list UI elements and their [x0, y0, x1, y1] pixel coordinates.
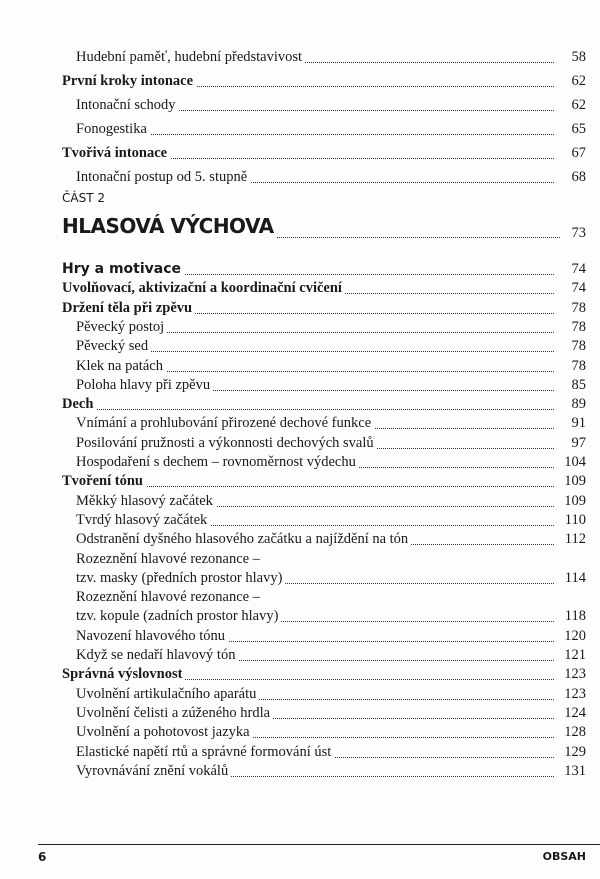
toc-entry-page: 91	[554, 413, 586, 433]
toc-entry	[0, 452, 600, 472]
toc-entry	[0, 703, 600, 723]
toc-entry-title: tzv. masky (předních prostor hlavy)	[76, 568, 285, 588]
toc-entry-page: 109	[554, 471, 586, 491]
toc-entry	[0, 684, 600, 704]
toc-entry-title: Navození hlavového tónu	[76, 626, 228, 646]
toc-entry	[0, 664, 600, 684]
toc-entry-title: Fonogestika	[76, 119, 150, 139]
toc-entry-title: Odstranění dyšného hlasového začátku a najíždění na tón	[76, 529, 411, 549]
toc-entry	[0, 761, 600, 781]
toc-entry	[0, 71, 600, 91]
toc-entry-page: 74	[554, 278, 586, 298]
toc-entry	[0, 356, 600, 376]
toc-entry	[0, 491, 600, 511]
toc-entry	[0, 587, 600, 607]
toc-entry-page: 129	[554, 742, 586, 762]
toc-entry-title: První kroky intonace	[62, 71, 196, 91]
toc-entry-title: Pěvecký sed	[76, 336, 151, 356]
toc-entry	[0, 549, 600, 569]
toc-entry-title: Tvrdý hlasový začátek	[76, 510, 210, 530]
toc-entry-title: Držení těla při zpěvu	[62, 298, 195, 318]
toc-entry	[0, 336, 600, 356]
toc-entry-page: 78	[554, 298, 586, 318]
toc-entry-page: 62	[554, 71, 586, 91]
toc-entry-page: 78	[554, 317, 586, 337]
toc-entry-page: 118	[554, 606, 586, 626]
toc-entry	[0, 413, 600, 433]
toc-entry	[0, 742, 600, 762]
toc-entry-title: Uvolnění artikulačního aparátu	[76, 684, 259, 704]
toc-entry	[0, 298, 600, 318]
toc-entry-title: Hudební paměť, hudební představivost	[76, 47, 305, 67]
toc-entry-page: 67	[554, 143, 586, 163]
footer-rule	[38, 844, 600, 845]
toc-entry-page: 124	[554, 703, 586, 723]
toc-entry-title: tzv. kopule (zadních prostor hlavy)	[76, 606, 281, 626]
toc-entry-title: Intonační schody	[76, 95, 178, 115]
toc-entry	[0, 568, 600, 588]
toc-entry-title: Měkký hlasový začátek	[76, 491, 216, 511]
toc-entry-title: Vnímání a prohlubování přirozené dechové funkce	[76, 413, 374, 433]
part-label: ČÁST 2	[62, 191, 105, 205]
toc-entry-title: Hry a motivace	[62, 259, 184, 279]
leader-dots	[62, 408, 560, 410]
toc-entry	[0, 433, 600, 453]
toc-entry-title: Poloha hlavy při zpěvu	[76, 375, 213, 395]
toc-entry	[0, 259, 600, 279]
part-page: 73	[571, 225, 586, 241]
toc-entry-title: Když se nedaří hlavový tón	[76, 645, 238, 665]
toc-entry	[0, 317, 600, 337]
toc-entry	[0, 167, 600, 187]
toc-entry-page: 123	[554, 664, 586, 684]
toc-entry-page: 78	[554, 336, 586, 356]
part-title: HLASOVÁ VÝCHOVA	[62, 214, 274, 238]
toc-entry-title: Posilování pružnosti a výkonnosti dechových svalů	[76, 433, 377, 453]
footer-page-number: 6	[38, 850, 47, 864]
toc-entry-page: 112	[554, 529, 586, 549]
toc-entry	[0, 278, 600, 298]
toc-entry	[0, 645, 600, 665]
toc-entry-page: 78	[554, 356, 586, 376]
toc-entry-title: Hospodaření s dechem – rovnoměrnost výdechu	[76, 452, 359, 472]
toc-entry-page: 128	[554, 722, 586, 742]
toc-entry-page: 58	[554, 47, 586, 67]
toc-entry	[0, 606, 600, 626]
toc-entry-page: 65	[554, 119, 586, 139]
toc-entry-title: Klek na patách	[76, 356, 166, 376]
toc-entry	[0, 143, 600, 163]
toc-entry-title: Intonační postup od 5. stupně	[76, 167, 250, 187]
toc-entry-title: Elastické napětí rtů a správné formování úst	[76, 742, 334, 762]
toc-entry	[0, 394, 600, 414]
toc-entry	[0, 119, 600, 139]
toc-entry-title: Uvolnění čelisti a zúženého hrdla	[76, 703, 273, 723]
toc-entry-page: 123	[554, 684, 586, 704]
toc-entry-title: Uvolňovací, aktivizační a koordinační cvičení	[62, 278, 345, 298]
toc-entry	[0, 626, 600, 646]
toc-entry	[0, 47, 600, 67]
toc-entry-title: Rozeznění hlavové rezonance –	[76, 549, 263, 569]
toc-entry-page: 131	[554, 761, 586, 781]
toc-entry-title: Uvolnění a pohotovost jazyka	[76, 722, 253, 742]
toc-entry-page: 121	[554, 645, 586, 665]
toc-entry	[0, 375, 600, 395]
toc-entry-page: 109	[554, 491, 586, 511]
toc-entry	[0, 95, 600, 115]
toc-entry-title: Rozeznění hlavové rezonance –	[76, 587, 263, 607]
toc-entry	[0, 510, 600, 530]
toc-entry-page: 62	[554, 95, 586, 115]
toc-entry	[0, 722, 600, 742]
toc-entry-page: 104	[554, 452, 586, 472]
toc-entry-page: 74	[554, 259, 586, 279]
toc-entry	[0, 471, 600, 491]
toc-entry-page: 89	[554, 394, 586, 414]
toc-entry-title: Vyrovnávání znění vokálů	[76, 761, 231, 781]
toc-entry-page: 68	[554, 167, 586, 187]
toc-entry-page: 120	[554, 626, 586, 646]
toc-entry-title: Tvoření tónu	[62, 471, 146, 491]
toc-entry-title: Tvořivá intonace	[62, 143, 170, 163]
toc-entry-title: Pěvecký postoj	[76, 317, 167, 337]
toc-entry-title: Správná výslovnost	[62, 664, 185, 684]
toc-entry-page: 97	[554, 433, 586, 453]
toc-entry-page: 85	[554, 375, 586, 395]
part-heading-row	[0, 214, 600, 244]
toc-entry	[0, 529, 600, 549]
toc-entry-title: Dech	[62, 394, 96, 414]
toc-entry-page: 110	[554, 510, 586, 530]
footer-section: OBSAH	[542, 850, 586, 863]
toc-entry-page: 114	[554, 568, 586, 588]
